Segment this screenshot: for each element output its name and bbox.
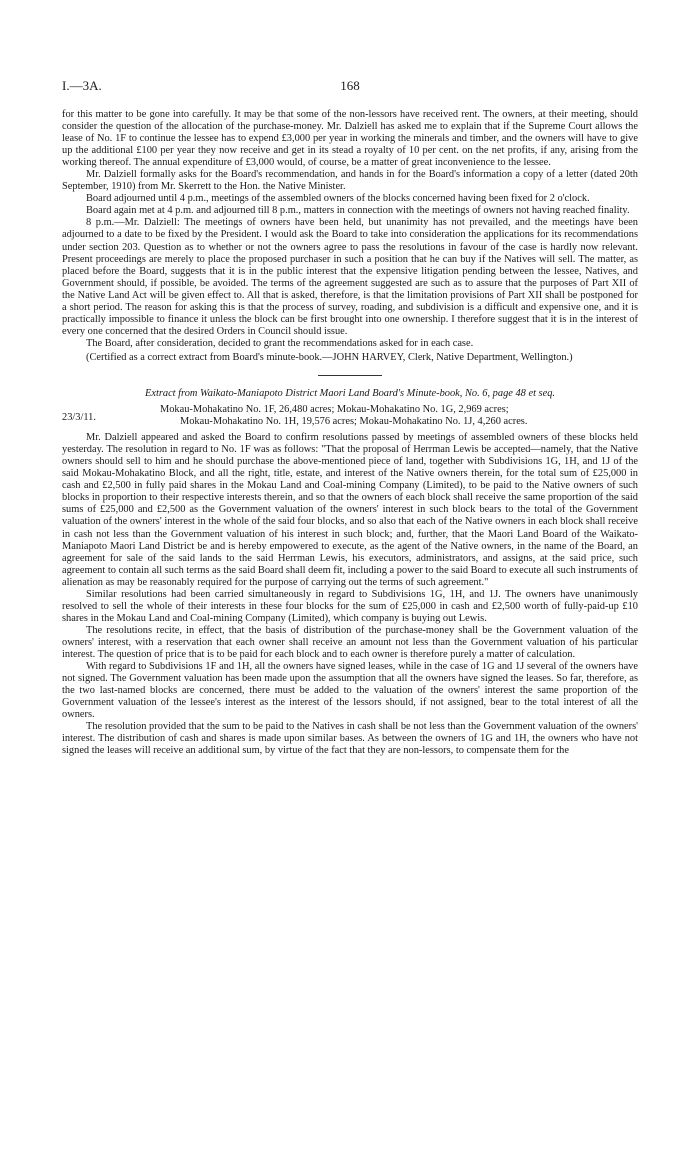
paragraph: for this matter to be gone into carefully. It may be that some of the non-lessors have received rent. The owners, at their meeting, should consider the question of the allocation of the purchase-money. Mr. Dalziell has asked me to explain that if the Supreme Court allows the lease of No. 1F to continue the lessee has to expend £3,000 per year in working the minerals and timber, and the owners will have to give up the additional £100 per year they now receive and get in its stead a royalty of 10 per cent. on the net profits, if any, arising from the working thereof. The annual expenditure of £3,000 would, of course, be a matter of great inconvenience to the lessee. xyxy=(62,109,638,169)
paragraph: 8 p.m.—Mr. Dalziell: The meetings of owners have been held, but unanimity has not prevailed, and the meetings have been adjourned to a date to be fixed by the President. I would ask the Board to take into consideration the applications for its recommendations under section 203. Question as to whether or not the owners agree to pass the resolutions in favour of the case is hardly now relevant. Present proceedings are merely to place the proposed purchaser in such a position that he can buy if the Natives will sell. The matter, as placed before the Board, suggests that it is in the public interest that the expensive litigation pending between the lessee, Natives, and Government should, if possible, be avoided. The terms of the agreement suggested are such as to assure that the purposes of Part XII of the Native Land Act will be given effect to. All that is asked, therefore, is that the limitation provisions of Part XII shall be postponed for a short period. The reason for asking this is that the process of survey, roading, and subdivision is a difficult and expensive one, and it is practically impossible to finance it unless the block can be first brought into one ownership. I therefore suggest that it is in the interest of every one concerned that the desired Orders in Council should issue. xyxy=(62,217,638,337)
entry-lands xyxy=(160,404,638,428)
paragraph: The resolutions recite, in effect, that the basis of distribution of the purchase-money shall be the Government valuation of the owners' interest, with a reservation that each owner shall receive an amount not less than the Government valuation of his particular interest. The question of price that is to be paid for each block and to each owner is therefore purely a matter of calculation. xyxy=(62,624,638,660)
document-reference: I.—3A. xyxy=(62,78,102,93)
lands-line: Mokau-Mohakatino No. 1F, 26,480 acres; Mokau-Mohakatino No. 1G, 2,969 acres; xyxy=(160,404,509,416)
paragraph: Mr. Dalziell appeared and asked the Board to confirm resolutions passed by meetings of assembled owners of these blocks held yesterday. The resolution in regard to No. 1F was as follows: "That the proposal of Herrman Lewis be accepted—namely, that the Native owners should sell to him and he should purchase the above-mentioned piece of land, together with Subdivisions 1G, 1H, and 1J of the said Mokau-Mohakatino Block, and all the right, title, estate, and interest of the Native owners therein, for the total sum of £25,000 in cash and £2,500 in fully paid shares in the Mokau Land and Coal-mining Company (Limited), to be paid to the Native owners of such blocks in proportion to their respective interests therein, and so that the owners of each block shall receive the same proportion of the said sums of £25,000 and £2,500 as the Government valuation of the owners' interest in such block bears to the total of the Government valuation of the owners' interest in the whole of the said four blocks, and so also that each of the Native owners in each block shall receive in cash not less than the Government valuation of his interest in such block; and, further, that the Maori Land Board of the Waikato-Maniapoto Maori Land District be and is hereby empowered to execute, as the agent of the Native owners, in the name of the Board, an agreement for sale of the said lands to the said Herrman Lewis, his executors, administrators, and assigns, at the said price, such agreement to contain all such terms as the said Board shall deem fit, including a power to the said Board to execute all such instruments of alienation as may be reasonably required for the purpose of carrying out the terms of such agreement." xyxy=(62,432,638,588)
section-divider xyxy=(318,375,382,376)
page-number: 168 xyxy=(340,78,360,93)
entry-date: 23/3/11. xyxy=(62,412,96,424)
lands-line: Mokau-Mohakatino No. 1H, 19,576 acres; Mokau-Mohakatino No. 1J, 4,260 acres. xyxy=(180,416,528,428)
paragraph: Mr. Dalziell formally asks for the Board's recommendation, and hands in for the Board's information a copy of a letter (dated 20th September, 1910) from Mr. Skerrett to the Hon. the Native Minister. xyxy=(62,169,638,193)
paragraph: Board adjourned until 4 p.m., meetings of the assembled owners of the blocks concerned having been fixed for 2 o'clock. xyxy=(86,193,590,205)
paragraph: With regard to Subdivisions 1F and 1H, all the owners have signed leases, while in the case of 1G and 1J several of the owners have not signed. The Government valuation has been made upon the assumption that all the owners have signed the leases. So far, therefore, as the two last-named blocks are concerned, there must be added to the valuation of the owners' interest the same proportion of the Government valuation of the lessee's interest as the interest of the lessors should, if not assigned, bear to the total interest of all the owners. xyxy=(62,661,638,721)
extract-heading: Extract from Waikato-Maniapoto District Maori Land Board's Minute-book, No. 6, page 48 et seq. xyxy=(144,387,556,399)
body-text xyxy=(62,109,638,757)
minute-entry xyxy=(62,404,638,428)
paragraph: Similar resolutions had been carried simultaneously in regard to Subdivisions 1G, 1H, and 1J. The owners have unanimously resolved to sell the whole of their interests in these four blocks for the sum of £25,000 in cash and £2,500 worth of fully-paid-up £10 shares in the Mokau Land and Coal-mining Company (Limited), which company is buying out Lewis. xyxy=(62,588,638,624)
paragraph: The resolution provided that the sum to be paid to the Natives in cash shall be not less than the Government valuation of the owners' interest. The distribution of cash and shares is made upon similar bases. As between the owners of 1G and 1H, the owners who have not signed the leases will receive an additional sum, by virtue of the fact that they are non-lessors, to compensate them for the xyxy=(62,721,638,757)
paragraph: The Board, after consideration, decided to grant the recommendations asked for in each case. xyxy=(86,337,474,349)
certification-note: (Certified as a correct extract from Board's minute-book.—JOHN HARVEY, Clerk, Native Department, Wellington.) xyxy=(86,351,573,363)
paragraph: Board again met at 4 p.m. and adjourned till 8 p.m., matters in connection with the meetings of owners not having reached finality. xyxy=(86,205,630,217)
page-header xyxy=(62,80,638,96)
